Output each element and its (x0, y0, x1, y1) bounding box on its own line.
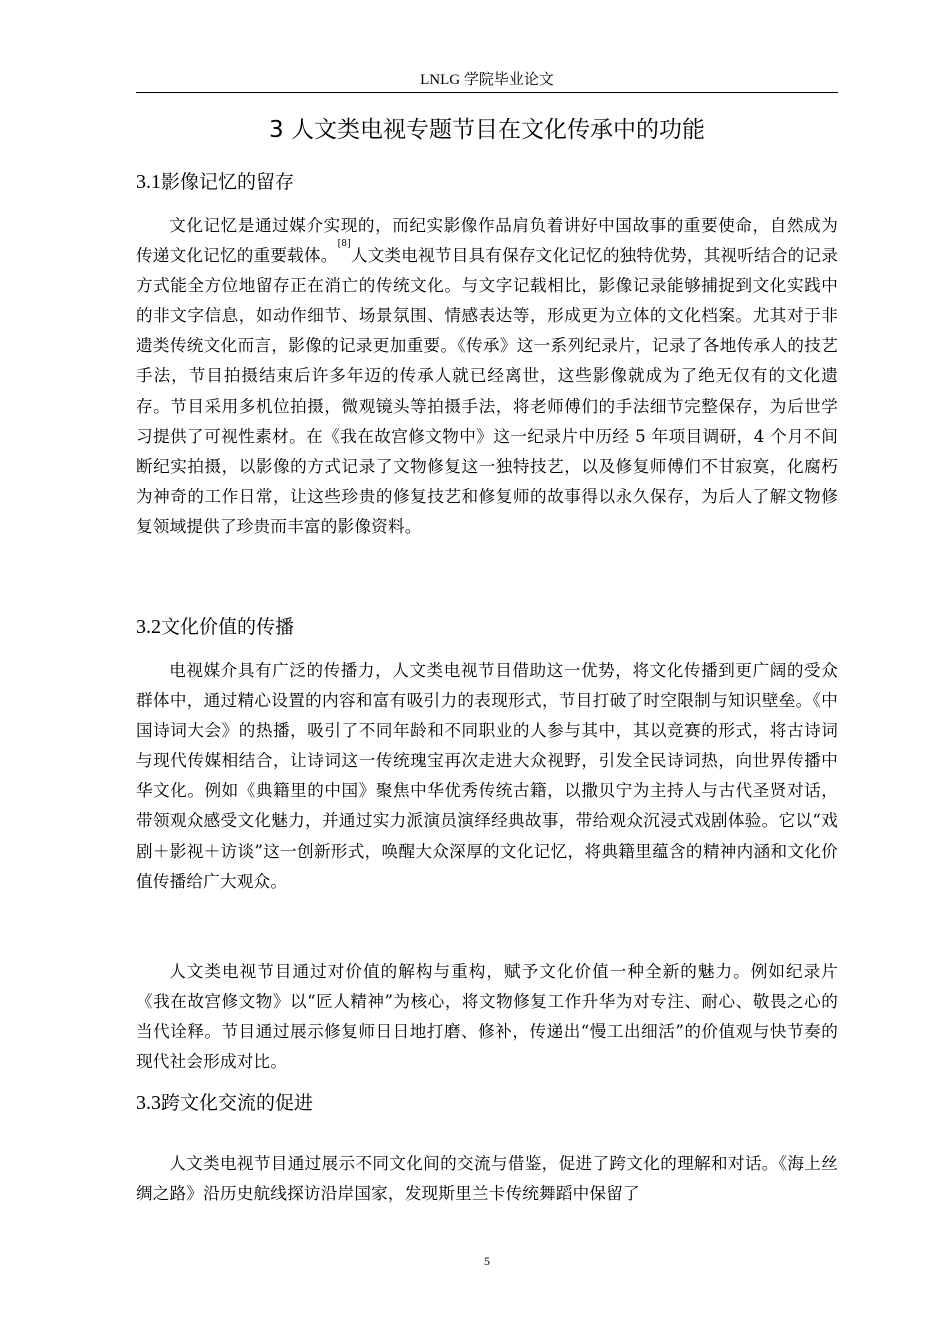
citation-ref: [8] (337, 239, 351, 250)
header-rule (136, 92, 838, 93)
page-number: 5 (484, 1254, 490, 1268)
paragraph: 电视媒介具有广泛的传播力，人文类电视节目借助这一优势，将文化传播到更广阔的受众群体中，通过精心设置的内容和富有吸引力的表现形式，节目打破了时空限制与知识壁垒。《中国诗词大会》的热播，吸引了不同年龄和不同职业的人参与其中，其以竞赛的形式，将古诗词与现代传媒相结合，让诗词这一传统瑰宝再次走进大众视野，引发全民诗词热，向世界传播中华文化。例如《典籍里的中国》聚焦中华优秀传统古籍，以撒贝宁为主持人与古代圣贤对话，带领观众感受文化魅力，并通过实力派演员演绎经典故事，带给观众沉浸式戏剧体验。它以“戏剧＋影视＋访谈”这一创新形式，唤醒大众深厚的文化记忆，将典籍里蕴含的精神内涵和文化价值传播给广大观众。 (136, 661, 838, 891)
running-header: LNLG 学院毕业论文 (420, 72, 554, 88)
paragraph: 人文类电视节目通过展示不同文化间的交流与借鉴，促进了跨文化的理解和对话。《海上丝绸之路》沿历史航线探访沿岸国家，发现斯里兰卡传统舞蹈中保留了 (136, 1154, 838, 1204)
section-number: 3.2 (136, 616, 161, 638)
paragraph (136, 211, 838, 542)
paragraph-text: 文化记忆是通过媒介实现的，而纪实影像作品肩负着讲好中国故事的重要使命，自然成为传递文化记忆的重要载体。 (136, 216, 838, 266)
section-title: 影像记忆的留存 (161, 171, 295, 193)
section-heading-3-2 (136, 612, 838, 642)
section-number: 3.3 (136, 1092, 161, 1114)
section-title: 文化价值的传播 (161, 616, 295, 638)
chapter-title: 3 人文类电视专题节目在文化传承中的功能 (269, 117, 705, 143)
section-heading-3-1 (136, 167, 838, 197)
section-number: 3.1 (136, 171, 161, 193)
section-heading-3-3 (136, 1088, 838, 1118)
paragraph: 人文类电视节目通过对价值的解构与重构，赋予文化价值一种全新的魅力。例如纪录片《我在故宫修文物》以“匠人精神”为核心，将文物修复工作升华为对专注、耐心、敬畏之心的当代诠释。节目通过展示修复师日日地打磨、修补，传递出“慢工出细活”的价值观与快节奏的现代社会形成对比。 (136, 962, 838, 1072)
paragraph-text: 人文类电视节目具有保存文化记忆的独特优势，其视听结合的记录方式能全方位地留存正在消亡的传统文化。与文字记载相比，影像记录能够捕捉到文化实践中的非文字信息，如动作细节、场景氛围、情感表达等，形成更为立体的文化档案。尤其对于非遗类传统文化而言，影像的记录更加重要。《传承》这一系列纪录片，记录了各地传承人的技艺手法，节目拍摄结束后许多年迈的传承人就已经离世，这些影像就成为了绝无仅有的文化遗存。节目采用多机位拍摄，微观镜头等拍摄手法，将老师傅们的手法细节完整保存，为后世学习提供了可视性素材。在《我在故宫修文物中》这一纪录片中历经 5 年项目调研，4 个月不间断纪实拍摄，以影像的方式记录了文物修复这一独特技艺，以及修复师傅们不甘寂寞，化腐朽为神奇的工作日常，让这些珍贵的修复技艺和修复师的故事得以永久保存，为后人了解文物修复领域提供了珍贵而丰富的影像资料。 (136, 246, 838, 536)
section-title: 跨文化交流的促进 (161, 1092, 314, 1114)
